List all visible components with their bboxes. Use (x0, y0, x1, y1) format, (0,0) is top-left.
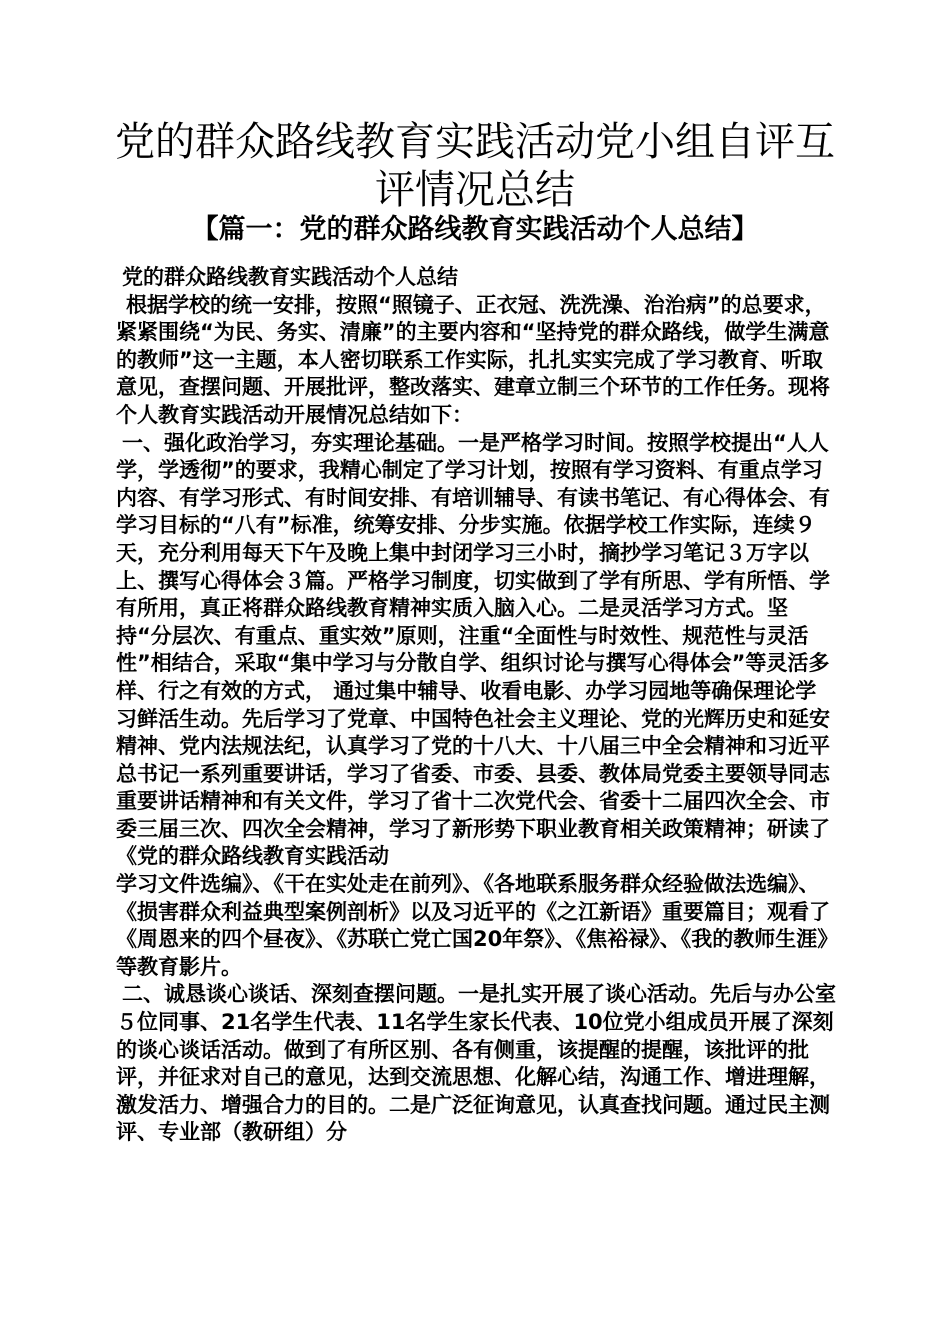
document-subtitle: 【篇一：党的群众路线教育实践活动个人总结】 (191, 214, 759, 245)
document-body (116, 264, 836, 1147)
paragraph-section-one: 一、强化政治学习，夯实理论基础。一是严格学习时间。按照学校提出“人人学，学透彻”的要求，我精心制定了学习计划，按照有学习资料、有重点学习内容、有学习形式、有时间安排、有培训辅导、有读书笔记、有心得体会、有学习目标的“八有”标准，统筹安排、分步实施。依据学校工作实际，连续９天，充分利用每天下午及晚上集中封闭学习三小时，摘抄学习笔记３万字以上、撰写心得体会３篇。严格学习制度，切实做到了学有所思、学有所悟、学有所用，真正将群众路线教育精神实质入脑入心。二是灵活学习方式。坚持“分层次、有重点、重实效”原则，注重“全面性与时效性、规范性与灵活性”相结合，采取“集中学习与分散自学、组织讨论与撰写心得体会”等灵活多样、行之有效的方式， 通过集中辅导、收看电影、办学习园地等确保理论学习鲜活生动。先后学习了党章、中国特色社会主义理论、党的光辉历史和延安精神、党内法规法纪，认真学习了党的十八大、十八届三中全会精神和习近平总书记一系列重要讲话，学习了省委、市委、县委、教体局党委主要领导同志重要讲话精神和有关文件，学习了省十二次党代会、省委十二届四次全会、市委三届三次、四次全会精神，学习了新形势下职业教育相关政策精神；研读了《党的群众路线教育实践活动 (116, 430, 830, 869)
paragraph-section-one-continued: 学习文件选编》、《干在实处走在前列》、《各地联系服务群众经验做法选编》、《损害群众利益典型案例剖析》以及习近平的《之江新语》重要篇目；观看了《周恩来的四个昼夜》、《苏联亡党亡国20年祭》、《焦裕禄》、《我的教师生涯》等教育影片。 (116, 872, 830, 979)
document-title: 党的群众路线教育实践活动党小组自评互评情况总结 (115, 119, 835, 213)
paragraph-section-two: 二、诚恳谈心谈话、深刻查摆问题。一是扎实开展了谈心活动。先后与办公室５位同事、21名学生代表、11名学生家长代表、10位党小组成员开展了深刻的谈心谈话活动。做到了有所区别、各有侧重，该提醒的提醒，该批评的批评，并征求对自己的意见，达到交流思想、化解心结，沟通工作、增进理解，激发活力、增强合力的目的。二是广泛征询意见，认真查找问题。通过民主测评、专业部（教研组）分 (116, 982, 836, 1145)
paragraph-intro: 根据学校的统一安排，按照“照镜子、正衣冠、洗洗澡、治治病”的总要求，紧紧围绕“为民、务实、清廉”的主要内容和“坚持党的群众路线，做学生满意的教师”这一主题，本人密切联系工作实际，扎扎实实完成了学习教育、听取意见，查摆问题、开展批评，整改落实、建章立制三个环节的工作任务。现将个人教育实践活动开展情况总结如下： (116, 292, 830, 427)
section-heading: 党的群众路线教育实践活动个人总结 (122, 265, 458, 289)
